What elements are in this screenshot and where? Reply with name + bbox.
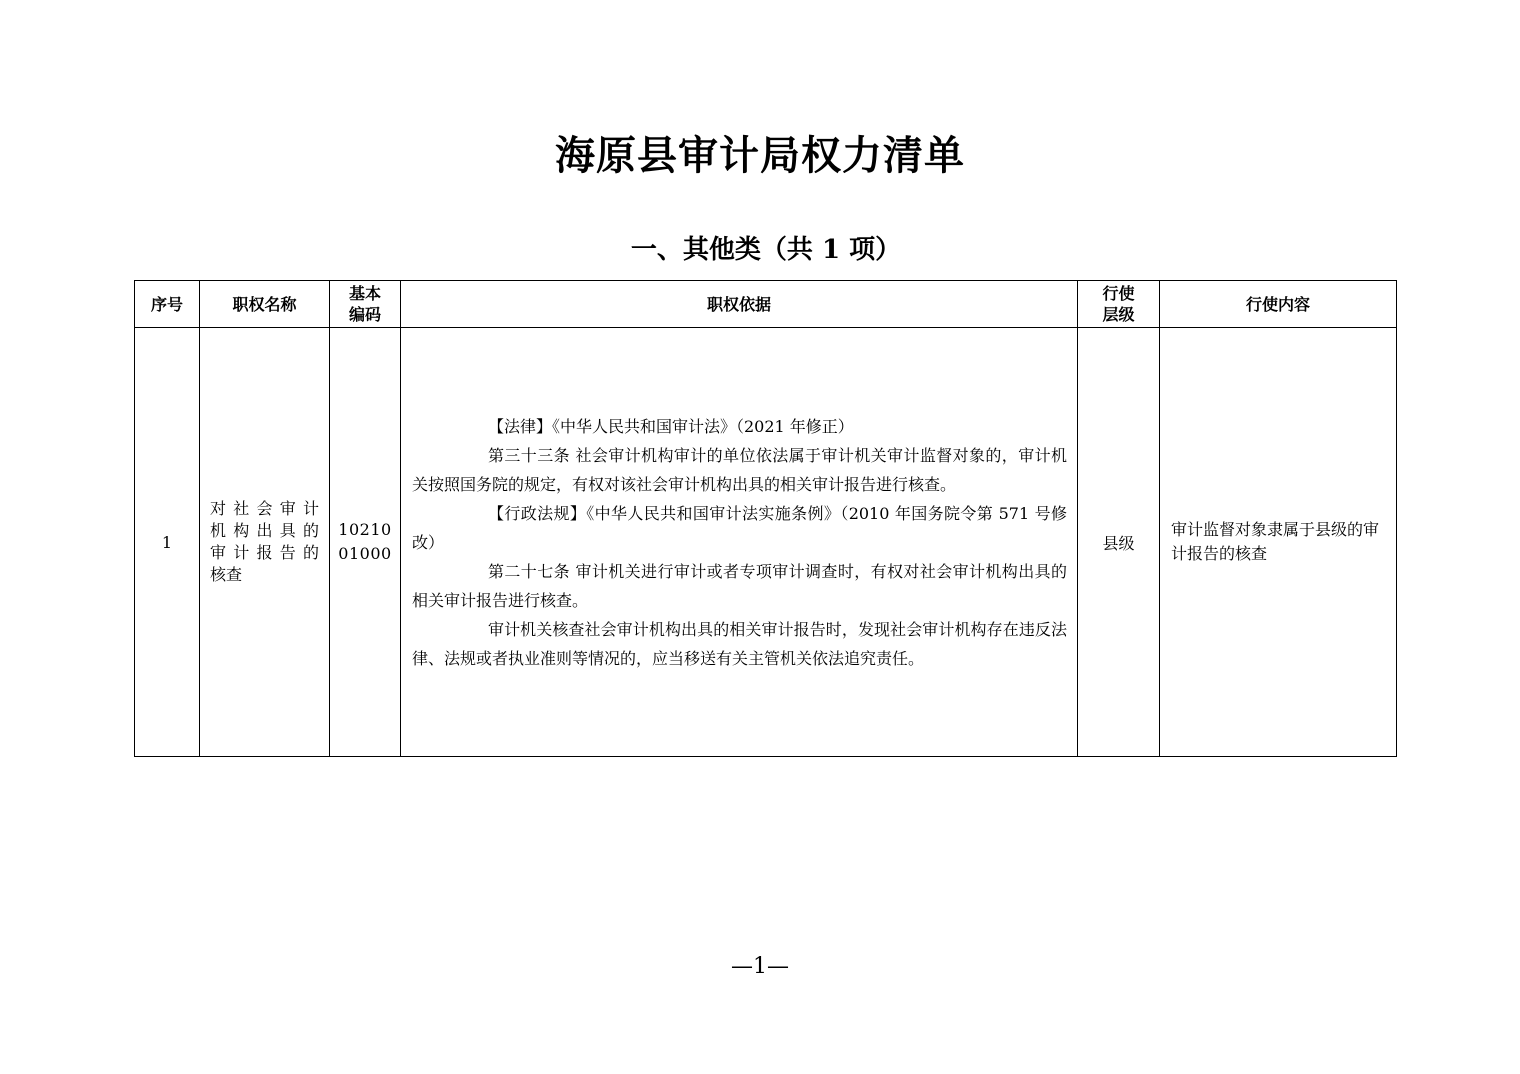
cell-seq: 1 (135, 328, 200, 757)
basis-regulation-article: 第二十七条 审计机关进行审计或者专项审计调查时，有权对社会审计机构出具的相关审计报告进行核查。 (412, 561, 1067, 610)
header-level (1078, 281, 1160, 328)
header-level-line2: 层级 (1102, 305, 1135, 324)
cell-legal-basis (401, 328, 1078, 757)
power-name-line: 机构出具的 (210, 521, 319, 540)
basis-law-heading: 【法律】《中华人民共和国审计法》（2021 年修正） (488, 416, 854, 436)
cell-content: 审计监督对象隶属于县级的审计报告的核查 (1160, 328, 1397, 757)
section-title: 一、其他类（共 1 项） (630, 235, 902, 265)
header-code-line1: 基本 (348, 284, 381, 303)
header-basis: 职权依据 (401, 281, 1078, 328)
code-line: 01000 (338, 544, 392, 563)
basis-regulation-clause: 审计机关核查社会审计机构出具的相关审计报告时，发现社会审计机构存在违反法律、法规或者执业准则等情况的，应当移送有关主管机关依法追究责任。 (412, 619, 1067, 668)
table-header-row (135, 281, 1397, 328)
basis-regulation-heading: 【行政法规】《中华人民共和国审计法实施条例》（2010 年国务院令第 571 号修改） (412, 503, 1067, 552)
power-list-table (134, 280, 1397, 757)
header-seq: 序号 (135, 281, 200, 328)
header-content: 行使内容 (1160, 281, 1397, 328)
basis-law-article: 第三十三条 社会审计机构审计的单位依法属于审计机关审计监督对象的，审计机关按照国务院的规定，有权对该社会审计机构出具的相关审计报告进行核查。 (412, 445, 1067, 494)
code-line: 10210 (338, 520, 392, 539)
header-level-line1: 行使 (1102, 284, 1135, 303)
page-number: —1— (731, 954, 789, 979)
table-row (135, 328, 1397, 757)
power-name-line: 审计报告的 (210, 543, 319, 562)
header-code-line2: 编码 (348, 305, 381, 324)
power-name-line: 对社会审计 (210, 499, 319, 518)
cell-power-name (200, 328, 330, 757)
header-name: 职权名称 (200, 281, 330, 328)
power-name-line: 核查 (210, 565, 243, 584)
header-code (330, 281, 401, 328)
cell-level: 县级 (1078, 328, 1160, 757)
page-title: 海原县审计局权力清单 (555, 132, 965, 179)
cell-basic-code (330, 328, 401, 757)
